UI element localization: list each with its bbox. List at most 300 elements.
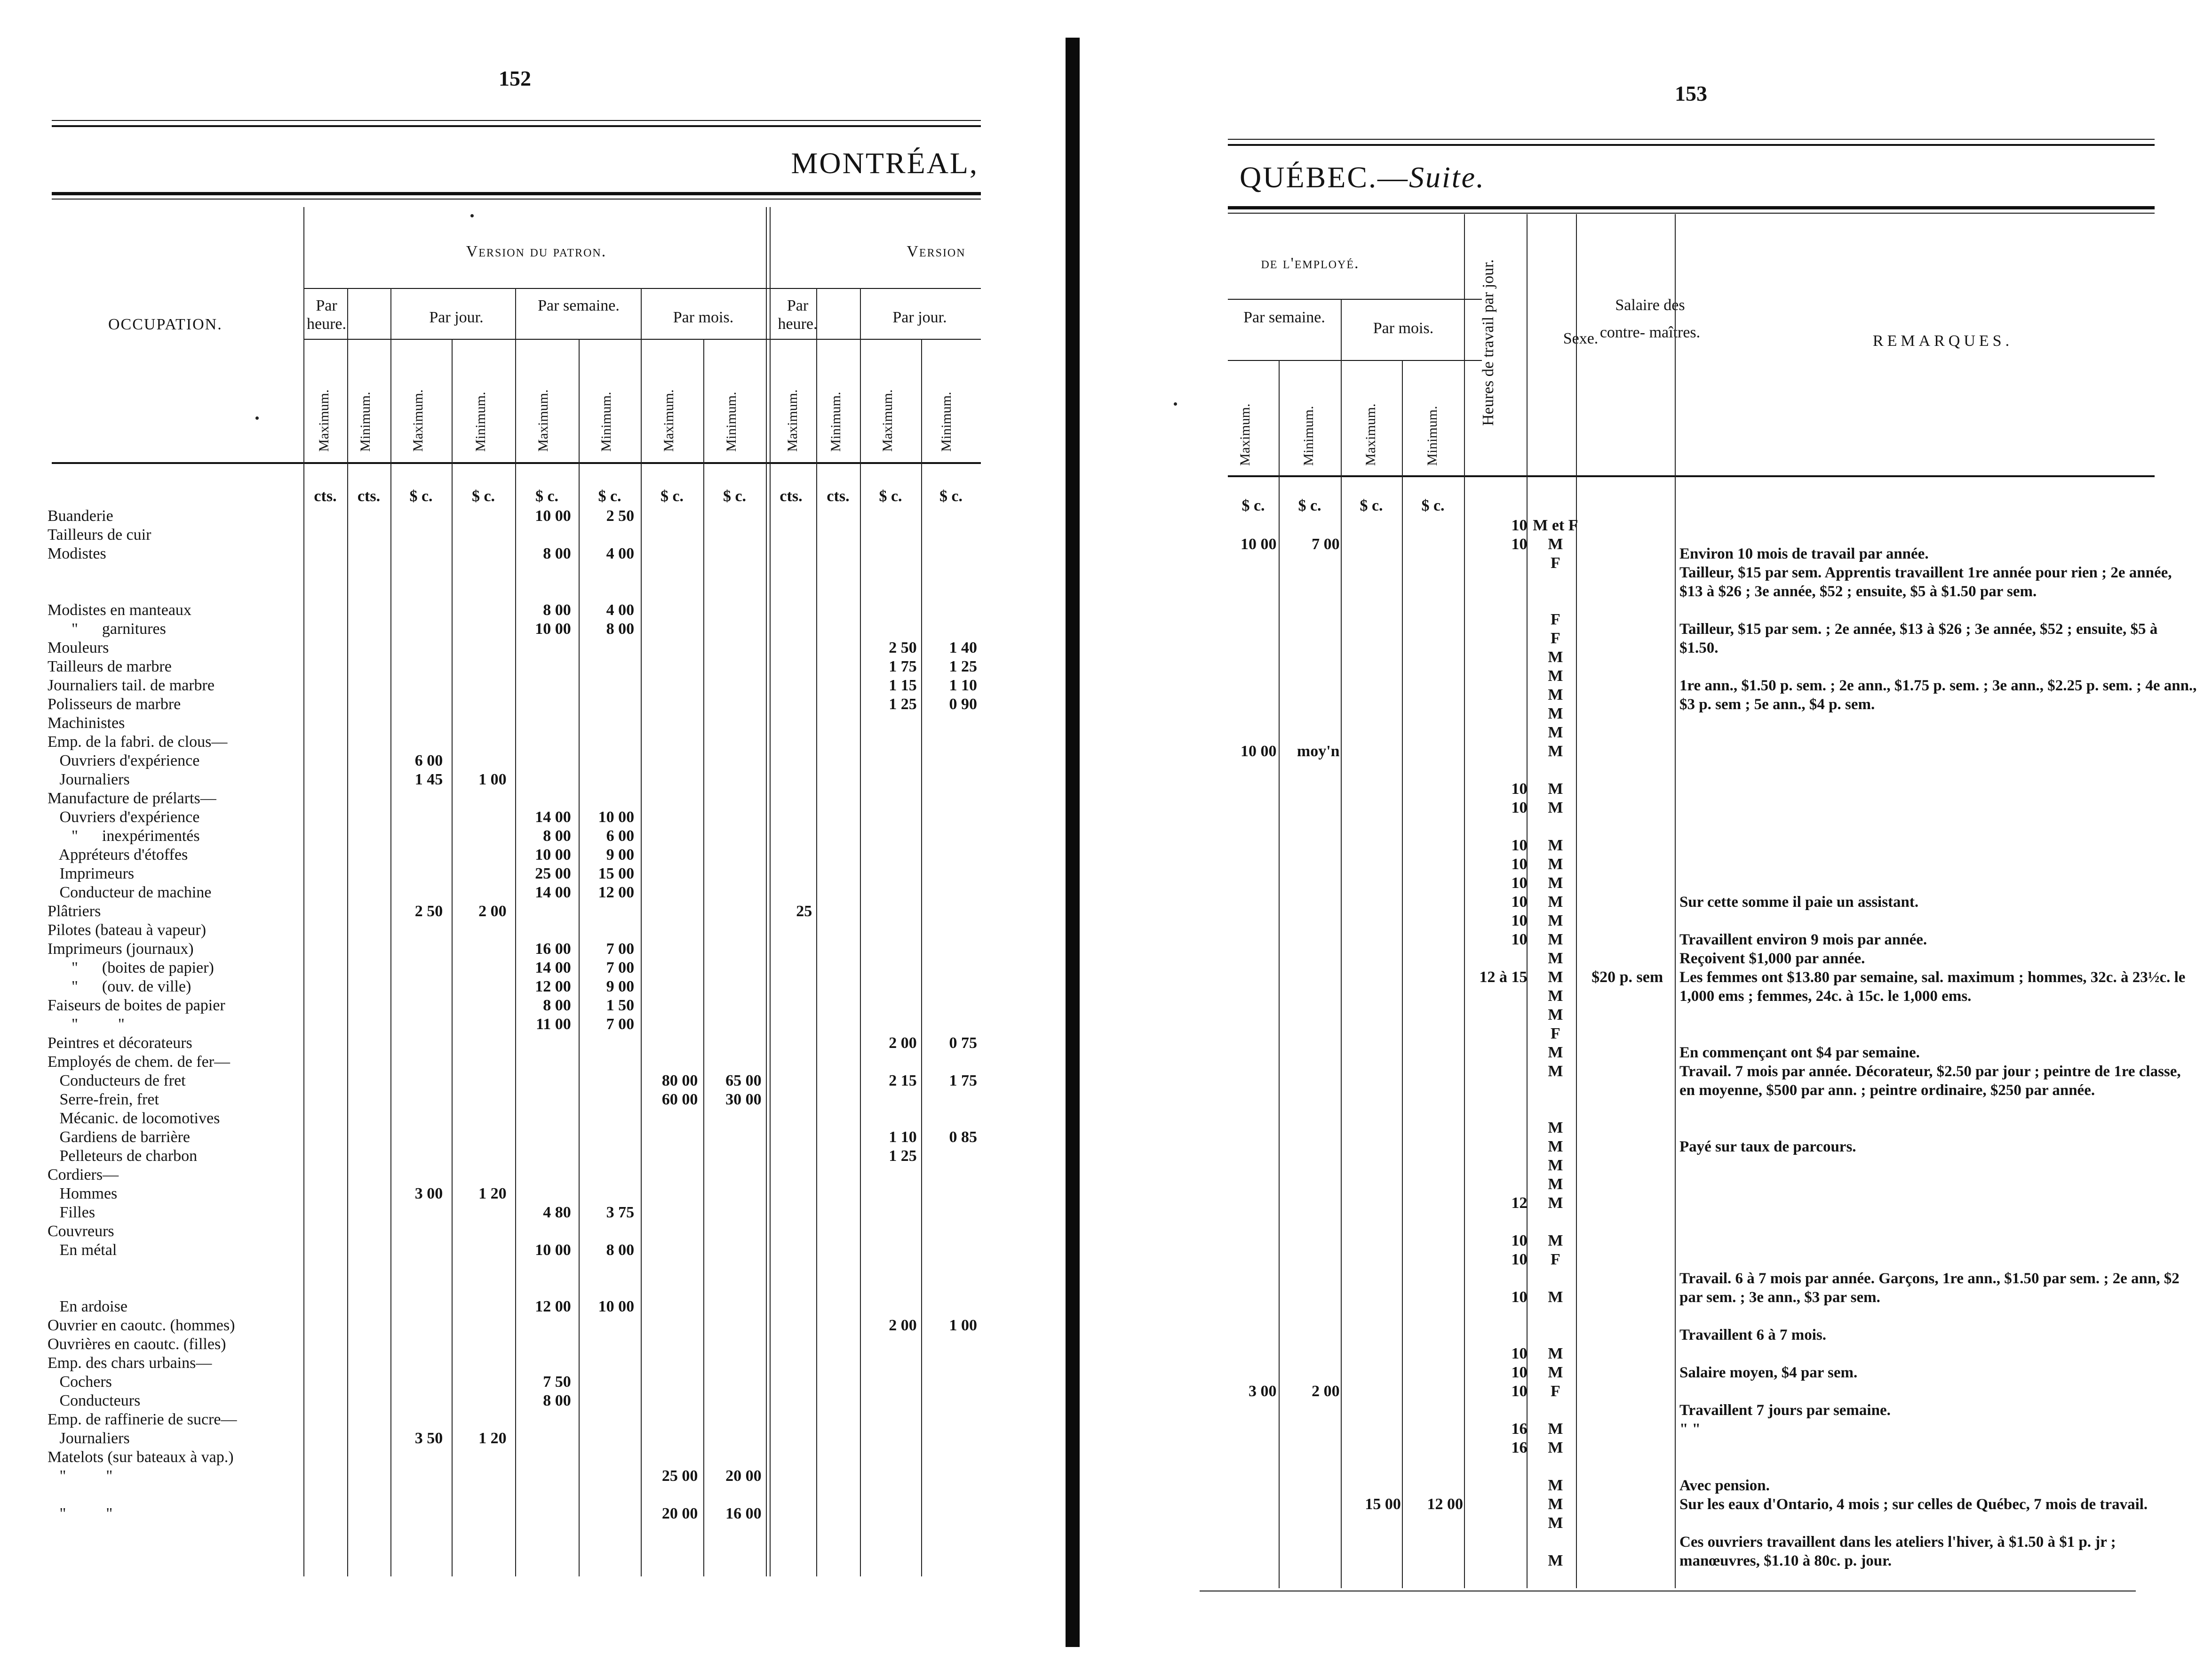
occupation-cell: Imprimeurs bbox=[48, 865, 135, 882]
occupation-cell: Serre-frein, fret bbox=[48, 1091, 159, 1108]
wage-cell bbox=[816, 1053, 859, 1071]
header-version-patron: Version du patron. bbox=[466, 243, 607, 260]
wage-cell bbox=[816, 1354, 859, 1373]
wage-cell bbox=[765, 1071, 816, 1090]
header-bottom-rule bbox=[52, 462, 981, 464]
sex-cell: M bbox=[1548, 1477, 1563, 1494]
wage-cell bbox=[575, 902, 638, 921]
hours-cell bbox=[1467, 1156, 1531, 1175]
wage-cell bbox=[1405, 742, 1467, 761]
occupation-cell: " " bbox=[48, 1015, 125, 1033]
wage-cell bbox=[1280, 1495, 1343, 1514]
foreman-salary-cell bbox=[1580, 1100, 1675, 1119]
wage-cell bbox=[765, 1297, 816, 1316]
wage-cell: 7 00 bbox=[1312, 536, 1340, 553]
occupation-cell: Ouvriers d'expérience bbox=[48, 752, 200, 769]
wage-cell bbox=[1280, 1514, 1343, 1533]
table-row bbox=[45, 864, 981, 883]
wage-cell bbox=[510, 1222, 575, 1241]
wage-cell bbox=[446, 808, 510, 827]
table-row bbox=[1228, 704, 1675, 723]
wage-cell: 10 00 bbox=[1240, 743, 1277, 760]
sex-cell bbox=[1531, 1100, 1580, 1119]
wage-cell bbox=[1405, 1288, 1467, 1307]
wage-cell: 20 00 bbox=[725, 1467, 762, 1485]
wage-cell: 4 80 bbox=[543, 1204, 571, 1221]
wage-cell bbox=[701, 714, 765, 733]
hours-cell: 10 bbox=[1511, 912, 1528, 929]
foreman-salary-cell bbox=[1580, 930, 1675, 949]
wage-cell bbox=[342, 1147, 385, 1166]
wage-cell bbox=[446, 507, 510, 526]
wage-cell bbox=[765, 507, 816, 526]
wage-cell: 15 00 bbox=[1365, 1495, 1401, 1513]
wage-cell: 2 00 bbox=[889, 1034, 917, 1052]
wage-cell bbox=[765, 1147, 816, 1166]
table-row bbox=[1228, 629, 1675, 648]
wage-cell bbox=[510, 1486, 575, 1504]
wage-cell bbox=[1344, 1476, 1405, 1495]
wage-cell bbox=[510, 1279, 575, 1297]
wage-cell bbox=[701, 1166, 765, 1184]
wage-cell bbox=[510, 1184, 575, 1203]
wage-cell bbox=[385, 714, 446, 733]
wage-cell bbox=[446, 639, 510, 657]
wage-cell bbox=[1344, 1382, 1405, 1401]
wage-cell bbox=[575, 1354, 638, 1373]
wage-cell bbox=[1228, 704, 1280, 723]
wage-cell bbox=[385, 1467, 446, 1486]
wage-cell bbox=[575, 1448, 638, 1467]
table-row bbox=[45, 1147, 981, 1166]
wage-cell bbox=[921, 902, 981, 921]
wage-cell bbox=[701, 620, 765, 639]
wage-cell bbox=[1280, 1137, 1343, 1156]
wage-cell bbox=[446, 1203, 510, 1222]
bullet-mark bbox=[470, 214, 474, 217]
hours-cell bbox=[1467, 742, 1531, 761]
wage-cell bbox=[1228, 1137, 1280, 1156]
wage-cell: 1 25 bbox=[889, 696, 917, 713]
wage-cell bbox=[1405, 704, 1467, 723]
hours-cell bbox=[1467, 1081, 1531, 1100]
right-page bbox=[1120, 0, 2212, 1671]
wage-cell bbox=[575, 1467, 638, 1486]
wage-cell bbox=[816, 789, 859, 808]
occupation-cell: Journaliers bbox=[48, 771, 130, 788]
wage-cell bbox=[299, 827, 342, 846]
hours-cell bbox=[1467, 573, 1531, 592]
remark-text: Sur cette somme il paie un assistant. bbox=[1679, 894, 1919, 911]
wage-cell bbox=[765, 733, 816, 752]
wage-cell bbox=[1280, 1457, 1343, 1476]
sex-cell: M bbox=[1548, 705, 1563, 722]
wage-cell bbox=[1344, 930, 1405, 949]
wage-cell: 1 00 bbox=[478, 771, 507, 788]
wage-cell bbox=[510, 770, 575, 789]
wage-cell bbox=[575, 733, 638, 752]
wage-cell bbox=[342, 1429, 385, 1448]
wage-cell: 1 45 bbox=[414, 771, 443, 788]
bullet-mark bbox=[255, 416, 259, 420]
wage-cell bbox=[701, 827, 765, 846]
wage-cell bbox=[921, 1486, 981, 1504]
wage-cell bbox=[1344, 1533, 1405, 1551]
wage-cell bbox=[510, 639, 575, 657]
wage-cell bbox=[575, 789, 638, 808]
wage-cell bbox=[1405, 1514, 1467, 1533]
wage-cell bbox=[1344, 799, 1405, 817]
wage-cell bbox=[638, 1279, 701, 1297]
wage-cell bbox=[921, 1147, 981, 1166]
sex-cell: M bbox=[1548, 912, 1563, 929]
wage-cell: 1 00 bbox=[949, 1317, 977, 1334]
wage-cell bbox=[859, 563, 921, 582]
wage-cell bbox=[1280, 1231, 1343, 1250]
wage-cell bbox=[1405, 987, 1467, 1006]
wage-cell bbox=[765, 1410, 816, 1429]
table-row bbox=[1228, 836, 1675, 855]
wage-cell bbox=[1228, 516, 1280, 535]
wage-cell bbox=[765, 563, 816, 582]
wage-cell bbox=[1228, 987, 1280, 1006]
occupation-cell bbox=[45, 1260, 299, 1279]
wage-cell bbox=[446, 601, 510, 620]
wage-cell bbox=[765, 544, 816, 563]
wage-cell: 9 00 bbox=[606, 846, 635, 863]
foreman-salary-cell bbox=[1580, 1401, 1675, 1420]
wage-cell bbox=[816, 1241, 859, 1260]
occupation-cell: " " bbox=[48, 1467, 113, 1485]
wage-cell bbox=[1280, 911, 1343, 930]
occupation-cell: Ouvrier en caoutc. (hommes) bbox=[48, 1317, 235, 1334]
wage-cell bbox=[921, 544, 981, 563]
wage-cell bbox=[1344, 1250, 1405, 1269]
wage-cell bbox=[1344, 836, 1405, 855]
occupation-cell: Emp. de la fabri. de clous— bbox=[48, 733, 228, 751]
wage-cell bbox=[510, 921, 575, 940]
wage-cell bbox=[575, 1166, 638, 1184]
wage-cell bbox=[921, 733, 981, 752]
wage-cell bbox=[342, 902, 385, 921]
wage-cell bbox=[385, 1410, 446, 1429]
wage-cell bbox=[1280, 1344, 1343, 1363]
city-title-quebec bbox=[1240, 160, 1485, 195]
wage-cell bbox=[921, 1335, 981, 1354]
wage-cell bbox=[385, 1260, 446, 1279]
foreman-salary-cell bbox=[1580, 1250, 1675, 1269]
hours-cell: 16 bbox=[1511, 1439, 1528, 1456]
hours-cell bbox=[1467, 648, 1531, 667]
occupation-cell: " (ouv. de ville) bbox=[48, 978, 191, 995]
wage-cell bbox=[1405, 1062, 1467, 1081]
wage-cell bbox=[510, 563, 575, 582]
wage-cell bbox=[446, 752, 510, 770]
sex-cell: M et F bbox=[1533, 517, 1578, 534]
wage-cell bbox=[446, 1015, 510, 1034]
wage-cell bbox=[1280, 761, 1343, 780]
wage-cell bbox=[342, 1241, 385, 1260]
wage-cell bbox=[1344, 1137, 1405, 1156]
wage-cell bbox=[510, 789, 575, 808]
wage-cell bbox=[1228, 667, 1280, 686]
hours-cell bbox=[1467, 1514, 1531, 1533]
foreman-salary-cell bbox=[1580, 592, 1675, 610]
wage-cell bbox=[1280, 554, 1343, 573]
wage-cell bbox=[921, 507, 981, 526]
foreman-salary-cell bbox=[1580, 516, 1675, 535]
wage-cell: 10 00 bbox=[535, 507, 571, 525]
table-row bbox=[1228, 780, 1675, 799]
wage-cell bbox=[385, 1128, 446, 1147]
table-row bbox=[1228, 1081, 1675, 1100]
wage-cell bbox=[1280, 1062, 1343, 1081]
wage-cell bbox=[446, 959, 510, 977]
table-row bbox=[45, 1486, 981, 1504]
wage-cell bbox=[765, 1448, 816, 1467]
wage-cell bbox=[859, 1203, 921, 1222]
table-row bbox=[45, 695, 981, 714]
wage-cell bbox=[1405, 949, 1467, 968]
table-row bbox=[45, 977, 981, 996]
wage-cell bbox=[342, 1335, 385, 1354]
wage-cell bbox=[446, 657, 510, 676]
wage-cell bbox=[816, 752, 859, 770]
hours-cell bbox=[1467, 1062, 1531, 1081]
wage-cell bbox=[342, 1090, 385, 1109]
wage-cell bbox=[765, 1373, 816, 1391]
wage-cell bbox=[385, 507, 446, 526]
wage-cell bbox=[638, 770, 701, 789]
sex-cell bbox=[1531, 1081, 1580, 1100]
wage-cell bbox=[1228, 1401, 1280, 1420]
wage-cell bbox=[1344, 987, 1405, 1006]
wage-cell: 2 50 bbox=[889, 639, 917, 656]
wage-cell bbox=[1280, 1194, 1343, 1213]
hours-cell: 10 bbox=[1511, 1232, 1528, 1249]
occupation-cell: Conducteurs de fret bbox=[48, 1072, 186, 1089]
rule bbox=[303, 288, 981, 289]
hours-cell bbox=[1467, 1213, 1531, 1231]
wage-cell bbox=[816, 1486, 859, 1504]
wage-cell bbox=[1405, 1420, 1467, 1439]
hours-cell: 10 bbox=[1511, 893, 1528, 911]
sex-cell: M bbox=[1548, 536, 1563, 553]
table-row bbox=[1228, 1307, 1675, 1326]
wage-cell: 8 00 bbox=[543, 997, 571, 1014]
foreman-salary-cell bbox=[1580, 1326, 1675, 1344]
header-par-mois: Par mois. bbox=[1373, 320, 1434, 337]
wage-cell bbox=[816, 1429, 859, 1448]
hours-cell bbox=[1467, 1024, 1531, 1043]
wage-cell bbox=[816, 1335, 859, 1354]
wage-cell bbox=[385, 883, 446, 902]
wage-cell bbox=[859, 1222, 921, 1241]
foreman-salary-cell bbox=[1580, 573, 1675, 592]
wage-cell bbox=[638, 1128, 701, 1147]
wage-cell bbox=[446, 1410, 510, 1429]
wage-cell bbox=[859, 1260, 921, 1279]
wage-cell bbox=[638, 1109, 701, 1128]
wage-cell bbox=[342, 695, 385, 714]
remark-text: Ces ouvriers travaillent dans les ateliers l'hiver, à $1.50 à $1 p. jr ; manœuvres, $1.10 à 80c. p. jour. bbox=[1679, 1534, 2116, 1569]
table-row bbox=[45, 1260, 981, 1279]
wage-cell bbox=[765, 1391, 816, 1410]
wage-cell bbox=[921, 1448, 981, 1467]
wage-cell bbox=[342, 921, 385, 940]
wage-cell bbox=[921, 864, 981, 883]
wage-cell bbox=[575, 1486, 638, 1504]
wage-cell bbox=[299, 1373, 342, 1391]
wage-cell bbox=[1405, 1382, 1467, 1401]
header-maximum: Maximum. bbox=[535, 389, 551, 452]
foreman-salary-cell bbox=[1580, 874, 1675, 893]
wage-cell bbox=[921, 940, 981, 959]
header-par-heure: Par heure. bbox=[306, 297, 346, 333]
wage-cell: 12 00 bbox=[598, 884, 635, 901]
wage-cell bbox=[1228, 1326, 1280, 1344]
wage-cell bbox=[342, 1184, 385, 1203]
wage-cell bbox=[1228, 817, 1280, 836]
occupation-cell: Appréteurs d'étoffes bbox=[48, 846, 188, 863]
wage-cell bbox=[638, 846, 701, 864]
wage-cell bbox=[1228, 648, 1280, 667]
wage-cell bbox=[1228, 1024, 1280, 1043]
wage-cell bbox=[859, 1373, 921, 1391]
wage-cell bbox=[385, 1222, 446, 1241]
wage-cell bbox=[1344, 1439, 1405, 1457]
wage-cell bbox=[385, 1486, 446, 1504]
hours-cell: 12 bbox=[1511, 1194, 1528, 1212]
wage-cell: 4 00 bbox=[606, 601, 635, 619]
wage-cell bbox=[859, 526, 921, 544]
wage-cell bbox=[299, 507, 342, 526]
hours-cell: 10 bbox=[1511, 837, 1528, 854]
table-row bbox=[45, 1166, 981, 1184]
wage-cell bbox=[1228, 1231, 1280, 1250]
wage-cell bbox=[575, 1184, 638, 1203]
header-maximum: Maximum. bbox=[661, 389, 676, 452]
wage-cell bbox=[765, 1429, 816, 1448]
wage-cell bbox=[921, 789, 981, 808]
table-row bbox=[1228, 1457, 1675, 1476]
wage-cell bbox=[575, 1410, 638, 1429]
sex-cell bbox=[1531, 1269, 1580, 1288]
wage-cell bbox=[765, 1184, 816, 1203]
wage-cell bbox=[701, 977, 765, 996]
wage-cell bbox=[1228, 1213, 1280, 1231]
wage-cell bbox=[765, 770, 816, 789]
header-salaire-contremaitres: Salaire des contre- maîtres. bbox=[1599, 296, 1701, 341]
wage-cell: 25 00 bbox=[535, 865, 571, 882]
wage-cell bbox=[510, 1260, 575, 1279]
wage-cell bbox=[921, 1090, 981, 1109]
table-row bbox=[1228, 1382, 1675, 1401]
remark-text: Travaillent 6 à 7 mois. bbox=[1679, 1327, 1826, 1343]
wage-cell bbox=[701, 526, 765, 544]
foreman-salary-cell bbox=[1580, 799, 1675, 817]
wage-cell bbox=[385, 676, 446, 695]
wage-cell bbox=[1228, 1476, 1280, 1495]
wage-cell bbox=[1405, 1401, 1467, 1420]
wage-cell bbox=[921, 1053, 981, 1071]
wage-cell bbox=[1405, 1100, 1467, 1119]
wage-cell bbox=[765, 1203, 816, 1222]
sex-cell: M bbox=[1548, 855, 1563, 873]
occupation-cell: " (boites de papier) bbox=[48, 959, 214, 976]
remark-text: Travail. 7 mois par année. Décorateur, $2.50 par jour ; peintre de 1re classe, en moyenne, $500 par ann. ; peintre ordinaire, $250 par année. bbox=[1679, 1063, 2181, 1099]
wage-cell bbox=[921, 959, 981, 977]
wage-cell bbox=[342, 1279, 385, 1297]
wage-cell bbox=[446, 1504, 510, 1523]
wage-cell bbox=[638, 883, 701, 902]
sex-cell: M bbox=[1548, 950, 1563, 967]
table-row bbox=[1228, 987, 1675, 1006]
wage-cell bbox=[385, 864, 446, 883]
wage-cell bbox=[765, 808, 816, 827]
wage-cell bbox=[1405, 1439, 1467, 1457]
wage-cell bbox=[638, 1316, 701, 1335]
wage-cell bbox=[446, 1222, 510, 1241]
wage-cell bbox=[859, 620, 921, 639]
unit-cell: $ c. bbox=[1421, 497, 1445, 514]
wage-cell bbox=[1405, 648, 1467, 667]
wage-cell bbox=[638, 639, 701, 657]
unit-cell: $ c. bbox=[939, 488, 963, 505]
wage-cell bbox=[1405, 1551, 1467, 1570]
wage-cell bbox=[385, 695, 446, 714]
occupation-cell: En métal bbox=[48, 1241, 117, 1259]
wage-cell: 0 75 bbox=[949, 1034, 977, 1052]
wage-cell: 14 00 bbox=[535, 884, 571, 901]
wage-cell bbox=[1228, 1495, 1280, 1514]
wage-cell bbox=[1228, 930, 1280, 949]
wage-cell bbox=[385, 563, 446, 582]
table-row bbox=[45, 620, 981, 639]
wage-cell bbox=[638, 996, 701, 1015]
wage-cell bbox=[1280, 1401, 1343, 1420]
occupation-cell: Conducteur de machine bbox=[48, 884, 212, 901]
wage-cell bbox=[385, 1504, 446, 1523]
wage-cell bbox=[921, 1184, 981, 1203]
unit-cell: $ c. bbox=[535, 488, 559, 505]
foreman-salary-cell bbox=[1580, 1269, 1675, 1288]
wage-cell bbox=[1344, 893, 1405, 911]
foreman-salary-cell bbox=[1580, 1194, 1675, 1213]
wage-cell bbox=[342, 1373, 385, 1391]
wage-cell bbox=[299, 1354, 342, 1373]
table-row bbox=[45, 1297, 981, 1316]
table-row bbox=[45, 1222, 981, 1241]
table-row bbox=[1228, 1062, 1675, 1081]
foreman-salary-cell bbox=[1580, 780, 1675, 799]
table-row bbox=[45, 733, 981, 752]
wage-cell bbox=[575, 1260, 638, 1279]
foreman-salary-cell bbox=[1580, 1024, 1675, 1043]
wage-cell bbox=[446, 1279, 510, 1297]
occupation-cell: Mouleurs bbox=[48, 639, 109, 656]
wage-cell bbox=[446, 1316, 510, 1335]
wage-cell bbox=[1228, 1250, 1280, 1269]
wage-cell bbox=[575, 714, 638, 733]
table-row bbox=[45, 846, 981, 864]
wage-cell bbox=[446, 1467, 510, 1486]
wage-cell: 3 50 bbox=[414, 1430, 443, 1447]
wage-cell bbox=[921, 1166, 981, 1184]
wage-cell bbox=[701, 1128, 765, 1147]
wage-cell bbox=[299, 1297, 342, 1316]
wage-cell bbox=[446, 544, 510, 563]
